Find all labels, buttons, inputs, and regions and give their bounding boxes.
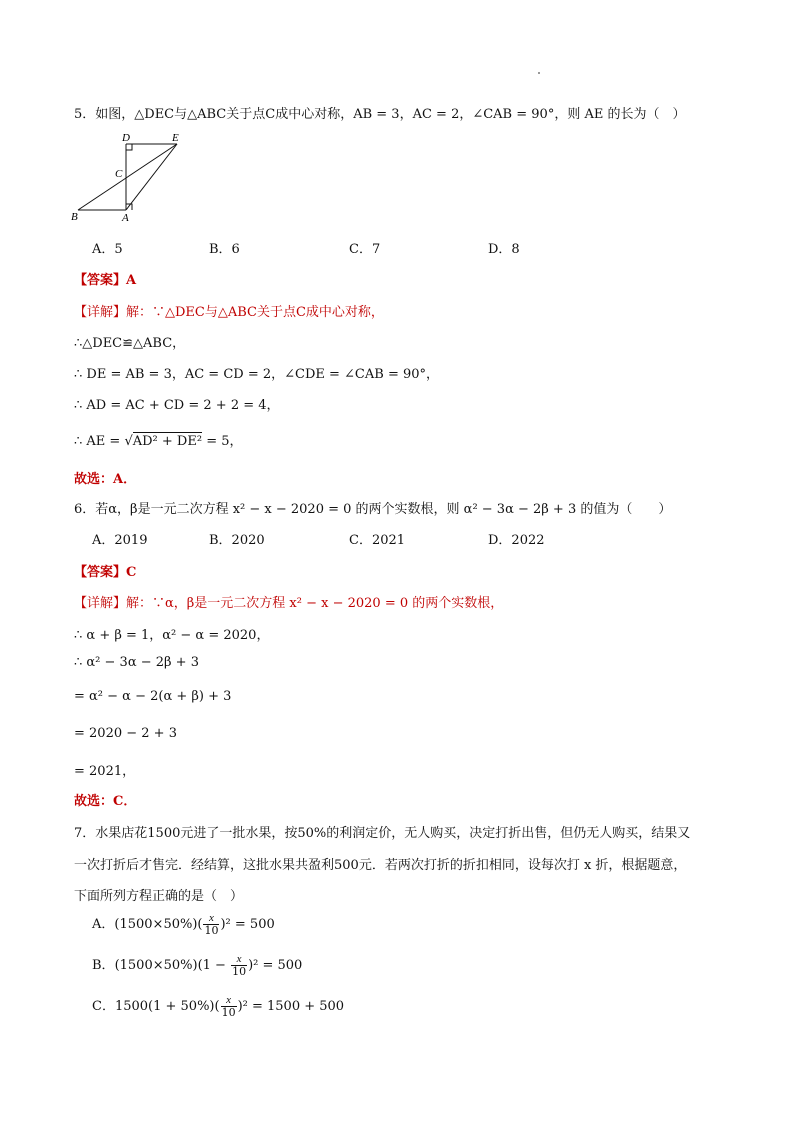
label-a: A	[122, 212, 129, 222]
q7-option-a-fraction	[203, 912, 219, 937]
q7-stem-line-2: 一次打折后才售完．经结算，这批水果共盈利500元．若两次打折的折扣相同，设每次打 x 折，根据题意，	[74, 858, 687, 873]
q5-figure	[68, 128, 192, 222]
q7-option-b	[92, 953, 302, 978]
q6-step-1: 【详解】解：∵α，β是一元二次方程 x² − x − 2020 = 0 的两个实数根，	[74, 596, 504, 611]
q5-option-b: B．6	[209, 242, 240, 257]
q7-option-c-pre: 1500(1 + 50%)(	[114, 999, 220, 1014]
q5-step-1: 【详解】解：∵△DEC与△ABC关于点C成中心对称，	[74, 305, 384, 320]
label-e: E	[172, 132, 179, 144]
q7-option-b-post: )² = 500	[248, 958, 303, 973]
q5-option-c: C．7	[349, 242, 381, 257]
fraction-denominator: 10	[232, 965, 247, 978]
fraction-numerator: x	[203, 912, 219, 925]
q7-option-b-fraction	[231, 953, 247, 978]
q5-step-5-radicand: AD² + DE²	[132, 434, 203, 449]
q5-step-4: ∴ AD = AC + CD = 2 + 2 = 4，	[74, 398, 280, 413]
q6-option-d: D．2022	[488, 533, 545, 548]
q5-step-5-lead: ∴ AE =	[74, 434, 125, 449]
q7-option-c-post: )² = 1500 + 500	[237, 999, 345, 1014]
q7-stem-line-1: 7．水果店花1500元进了一批水果，按50%的利润定价，无人购买，决定打折出售，但仍无人购买，结果又	[74, 826, 691, 841]
label-d: D	[122, 132, 130, 144]
q6-step-3: ∴ α² − 3α − 2β + 3	[74, 655, 199, 670]
q6-answer: 【答案】C	[74, 565, 137, 580]
label-c: C	[115, 168, 123, 180]
fraction-numerator: x	[221, 994, 237, 1007]
q5-answer: 【答案】A	[74, 273, 137, 288]
q6-option-a: A．2019	[92, 533, 148, 548]
label-b: B	[71, 211, 78, 222]
q6-step-2: ∴ α + β = 1，α² − α = 2020，	[74, 628, 270, 643]
q5-step-2: ∴△DEC≌△ABC，	[74, 336, 186, 351]
q7-option-b-label: B．	[92, 958, 115, 973]
segment-ae	[126, 144, 177, 210]
q7-stem-line-3: 下面所列方程正确的是（ ）	[74, 889, 244, 904]
page-dot	[538, 72, 540, 74]
q7-option-a-post: )² = 500	[220, 917, 275, 932]
right-angle-d	[126, 144, 132, 150]
fraction-denominator: 10	[204, 924, 219, 937]
sqrt-sign: √	[124, 434, 133, 449]
fraction-numerator: x	[231, 953, 247, 966]
q6-conclusion: 故选：C．	[74, 794, 137, 809]
q7-option-c-label: C．	[92, 999, 115, 1014]
q5-option-a: A．5	[92, 242, 123, 257]
q7-option-a-pre: (1500×50%)(	[114, 917, 203, 932]
q5-conclusion: 故选：A．	[74, 472, 137, 487]
q5-option-d: D．8	[488, 242, 520, 257]
segment-be	[78, 144, 177, 210]
q7-option-a	[92, 912, 275, 937]
q6-step-6: = 2021，	[74, 764, 136, 779]
q5-step-3: ∴ DE = AB = 3，AC = CD = 2，∠CDE = ∠CAB = 90°，	[74, 367, 440, 382]
q6-option-b: B．2020	[209, 533, 265, 548]
q6-step-4: = α² − α − 2(α + β) + 3	[74, 689, 232, 704]
fraction-denominator: 10	[221, 1006, 236, 1019]
q7-option-c	[92, 994, 344, 1019]
q5-stem: 5．如图，△DEC与△ABC关于点C成中心对称，AB = 3，AC = 2，∠CAB = 90°，则 AE 的长为（ ）	[74, 107, 686, 122]
q6-stem: 6．若α，β是一元二次方程 x² − x − 2020 = 0 的两个实数根，则 α² − 3α − 2β + 3 的值为（ ）	[74, 502, 672, 517]
q6-option-c: C．2021	[349, 533, 406, 548]
q7-option-a-label: A．	[92, 917, 115, 932]
q7-option-b-pre: (1500×50%)(1 −	[114, 958, 231, 973]
q7-option-c-fraction	[221, 994, 237, 1019]
q5-step-5	[74, 430, 243, 449]
q6-step-5: = 2020 − 2 + 3	[74, 726, 177, 741]
q5-step-5-tail: = 5，	[202, 434, 243, 449]
